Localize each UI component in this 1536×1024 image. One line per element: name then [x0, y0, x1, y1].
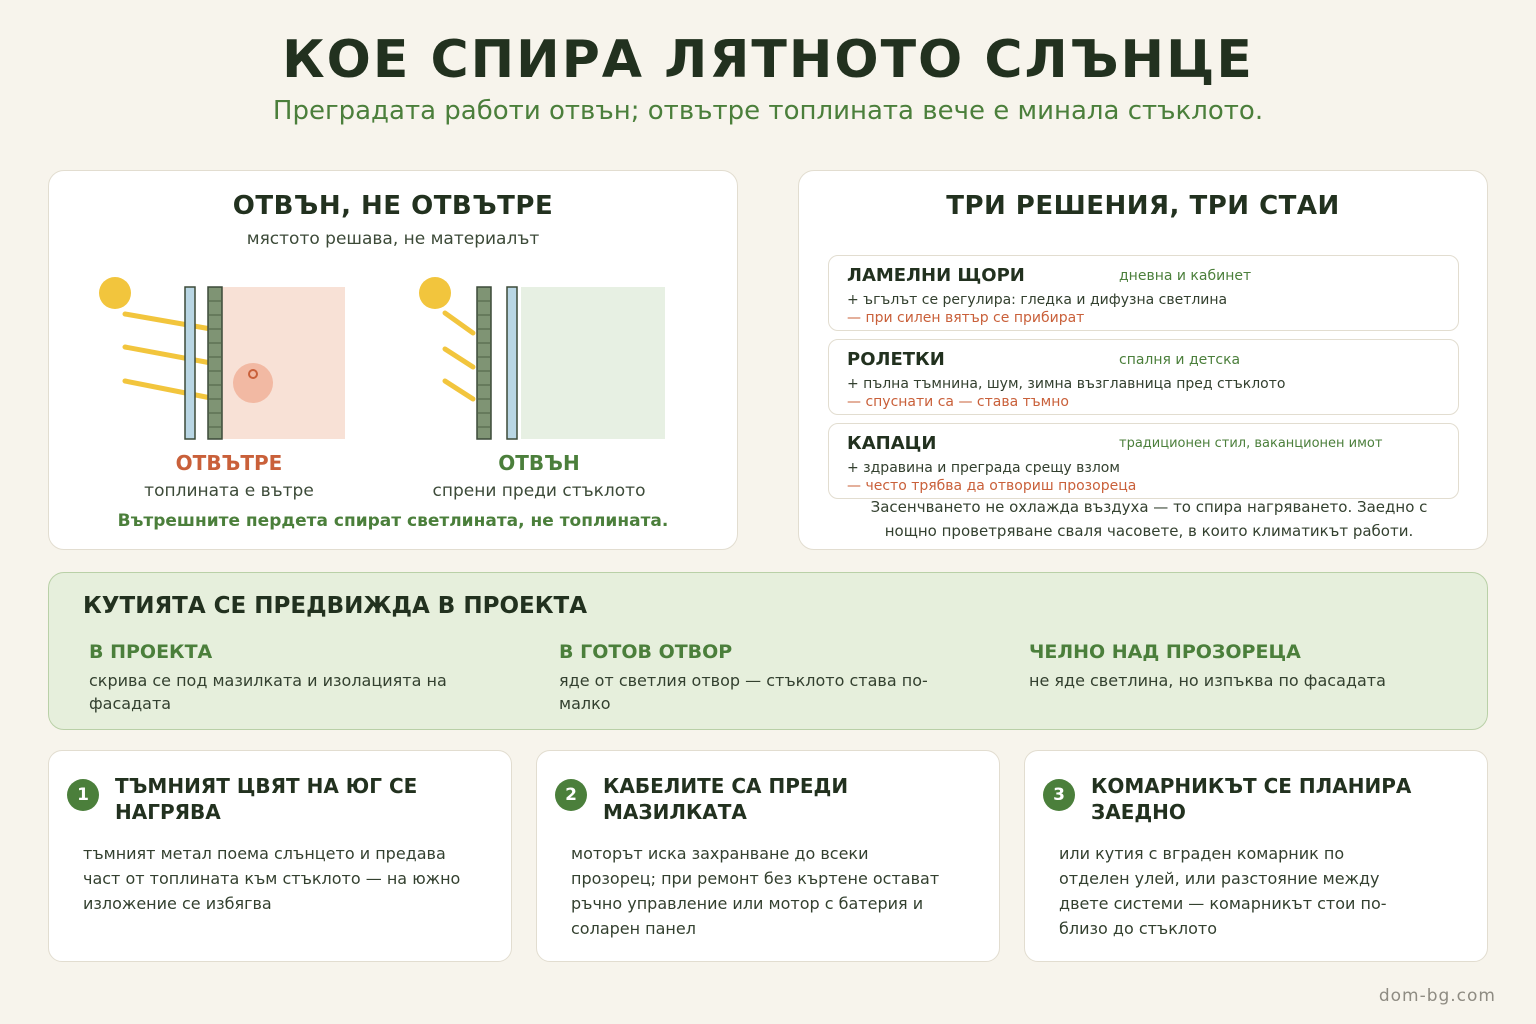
box-option-text: яде от светлия отвор — стъклото става по-малко	[559, 671, 928, 713]
option-rooms: спалня и детска	[1119, 352, 1241, 368]
page-title: КОЕ СПИРА ЛЯТНОТО СЛЪНЦЕ	[282, 30, 1254, 90]
sun-icon	[419, 277, 451, 309]
outside-card-title: ОТВЪН, НЕ ОТВЪТРЕ	[232, 191, 554, 221]
outside-caption: спрени преди стъклото	[432, 481, 646, 501]
tip-number-badge: 2	[555, 779, 587, 811]
tip-card-dark-color	[48, 750, 512, 962]
inner-blind	[208, 287, 222, 439]
inside-caption: топлината е вътре	[144, 481, 314, 501]
box-option-text: скрива се под мазилката и изолацията на фасадата	[89, 671, 447, 713]
outside-card-subtitle: мястото решава, не материалът	[246, 229, 540, 249]
box-option-title: ЧЕЛНО НАД ПРОЗОРЕЦА	[1029, 641, 1301, 663]
tip-title: ТЪМНИЯТ ЦВЯТ НА ЮГ СЕ НАГРЯВА	[115, 774, 418, 824]
option-rooms: дневна и кабинет	[1119, 268, 1252, 284]
option-con: — спуснати са — става тъмно	[847, 394, 1069, 410]
sun-rays	[125, 314, 211, 398]
box-option-front-mounted	[1029, 641, 1449, 692]
solutions-card-title: ТРИ РЕШЕНИЯ, ТРИ СТАИ	[946, 191, 1340, 221]
option-con: — често трябва да отвориш прозореца	[847, 478, 1137, 494]
glass-pane	[185, 287, 195, 439]
tip-text: моторът иска захранване до всеки прозорец; при ремонт без къртене остават ръчно управление или мотор с батерия и соларен панел	[571, 844, 940, 938]
tip-card-cables	[536, 750, 1000, 962]
box-option-in-project	[89, 641, 509, 715]
tip-number-badge: 1	[67, 779, 99, 811]
tip-title: КАБЕЛИТЕ СА ПРЕДИ МАЗИЛКАТА	[603, 774, 849, 824]
tip-title: КОМАРНИКЪТ СЕ ПЛАНИРА ЗАЕДНО	[1091, 774, 1412, 824]
option-pro: + пълна тъмнина, шум, зимна възглавница пред стъклото	[847, 376, 1286, 392]
three-solutions-card	[798, 170, 1488, 550]
option-rooms: традиционен стил, ваканционен имот	[1119, 436, 1383, 451]
option-name: ЛАМЕЛНИ ЩОРИ	[847, 265, 1025, 286]
box-option-title: В ПРОЕКТА	[89, 641, 213, 663]
outside-shading-diagram	[411, 271, 681, 446]
option-name: РОЛЕТКИ	[847, 349, 945, 370]
cool-room-area	[521, 287, 665, 439]
sun-icon	[99, 277, 131, 309]
inside-shading-diagram	[89, 271, 359, 446]
tip-text: или кутия с вграден комарник по отделен улей, или разстояние между двете системи — комарникът стои по-близо до стъклото	[1059, 844, 1387, 938]
option-pro: + здравина и преграда срещу взлом	[847, 460, 1120, 476]
sun-rays	[445, 313, 473, 399]
tip-card-mosquito-net	[1024, 750, 1488, 962]
glass-pane	[507, 287, 517, 439]
outside-label: ОТВЪН	[498, 451, 580, 475]
site-watermark[interactable]: dom-bg.com	[1378, 986, 1496, 1006]
curtains-note: Вътрешните пердета спират светлината, не топлината.	[117, 511, 669, 531]
option-roller-shutters	[828, 339, 1459, 415]
option-name: КАПАЦИ	[847, 433, 937, 454]
option-pro: + ъгълът се регулира: гледка и дифузна светлина	[847, 292, 1228, 308]
box-option-title: В ГОТОВ ОТВОР	[559, 641, 733, 663]
outside-vs-inside-card	[48, 170, 738, 550]
option-shutters	[828, 423, 1459, 499]
box-panel-title: КУТИЯТА СЕ ПРЕДВИЖДА В ПРОЕКТА	[83, 593, 588, 619]
box-option-existing-opening	[559, 641, 979, 715]
outer-shutter	[477, 287, 491, 439]
inside-label: ОТВЪТРЕ	[175, 451, 283, 475]
tip-number-badge: 3	[1043, 779, 1075, 811]
box-option-text: не яде светлина, но изпъква по фасадата	[1029, 671, 1386, 690]
tip-text: тъмният метал поема слънцето и предава част от топлината към стъклото — на южно изложение се избягва	[83, 844, 461, 913]
page-subtitle: Преградата работи отвън; отвътре топлината вече е минала стъклото.	[272, 96, 1264, 126]
shutter-box-panel	[48, 572, 1488, 730]
shading-note: Засенчването не охлажда въздуха — то спира нагряването. Заедно с нощно проветряване сваля часовете, в които климатикът работи.	[870, 498, 1428, 540]
option-lamellar-blinds	[828, 255, 1459, 331]
warm-room-area	[211, 287, 345, 439]
option-con: — при силен вятър се прибират	[847, 310, 1085, 326]
